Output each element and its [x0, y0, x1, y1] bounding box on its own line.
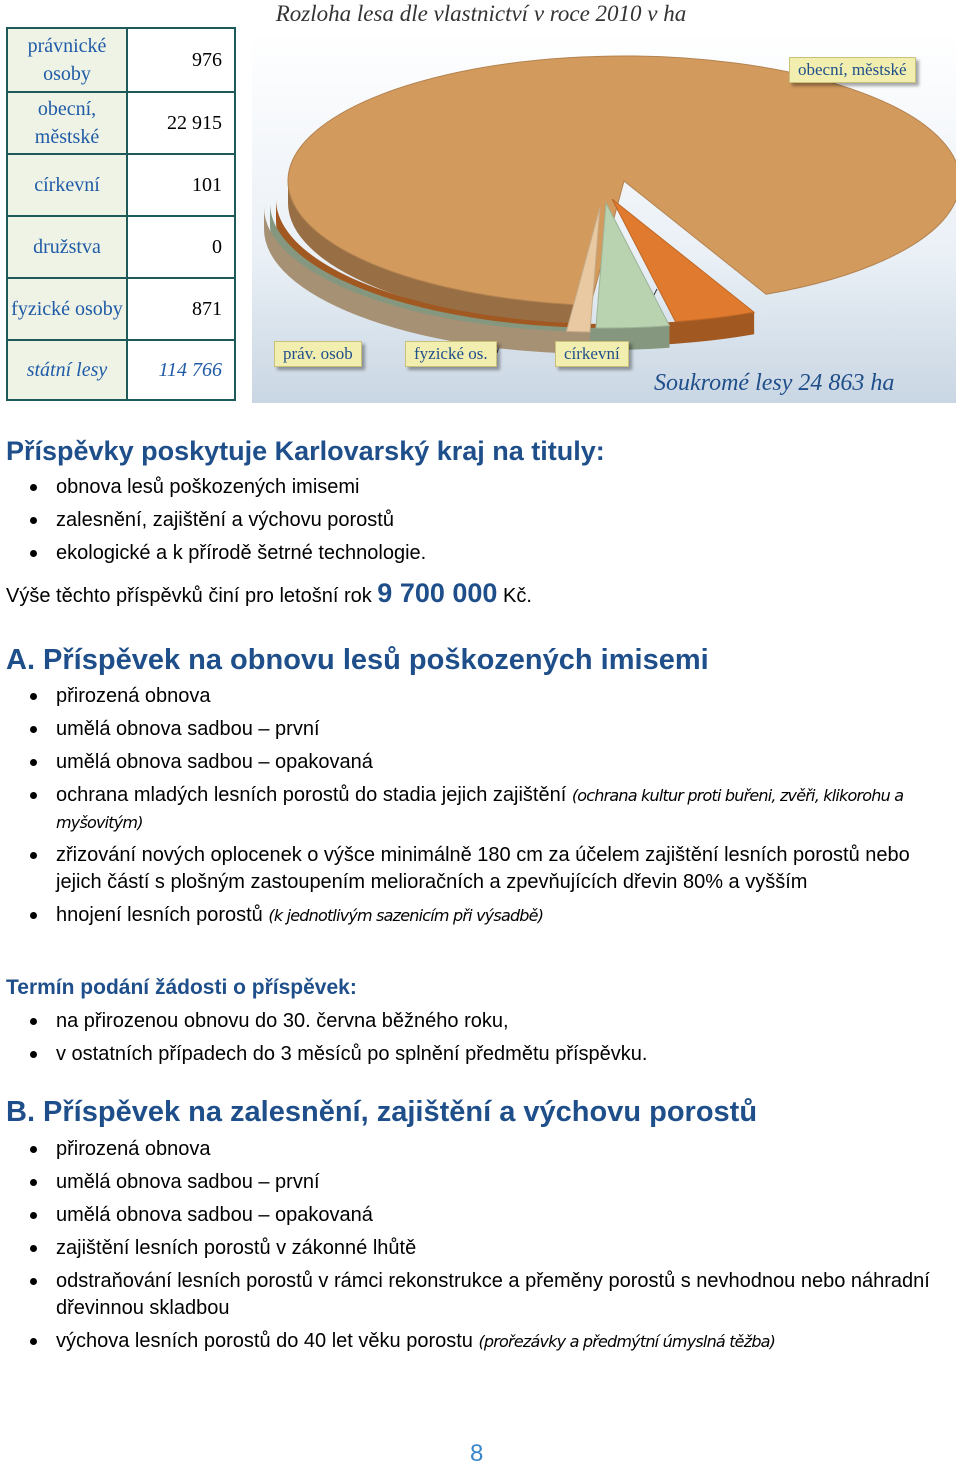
- item-text: výchova lesních porostů do 40 let věku porostu: [56, 1330, 479, 1352]
- item-note: (k jednotlivým sazenicím při výsadbě): [268, 906, 544, 925]
- section-b-list: [28, 1136, 948, 1355]
- list-item: [28, 1169, 948, 1196]
- list-item: [28, 1268, 948, 1322]
- list-item: [28, 782, 948, 836]
- section-a-heading: A. Příspěvek na obnovu lesů poškozených imisemi: [6, 644, 709, 676]
- item-text: hnojení lesních porostů: [56, 904, 269, 926]
- slice-label: obecní, městské: [789, 57, 916, 83]
- list-item: [28, 842, 948, 896]
- table-row: [8, 29, 234, 93]
- table-row: [8, 93, 234, 155]
- item-text: zajištění lesních porostů v zákonné lhůtě: [56, 1237, 417, 1259]
- chart-caption: Soukromé lesy 24 863 ha: [654, 370, 895, 396]
- owner-label: církevní: [8, 155, 126, 215]
- item-text: umělá obnova sadbou – první: [56, 1171, 320, 1193]
- section-b-heading: B. Příspěvek na zalesnění, zajištění a výchovu porostů: [6, 1096, 758, 1128]
- pie-chart: [252, 31, 956, 403]
- list-item: [28, 902, 948, 929]
- owner-area: 0: [126, 217, 234, 277]
- section-a-list: [28, 683, 948, 929]
- table-row: [8, 279, 234, 341]
- owner-area: 114 766: [126, 341, 234, 399]
- slice-label: církevní: [555, 341, 629, 367]
- item-text: přirozená obnova: [56, 1138, 211, 1160]
- list-item: na přirozenou obnovu do 30. června běžného roku,: [28, 1008, 647, 1035]
- intro-list: [28, 474, 426, 567]
- list-item: [28, 1202, 948, 1229]
- item-text: ochrana mladých lesních porostů do stadia jejich zajištění: [56, 784, 572, 806]
- list-item: obnova lesů poškozených imisemi: [28, 474, 426, 501]
- list-item: [28, 1136, 948, 1163]
- owner-area: 101: [126, 155, 234, 215]
- slice-label: práv. osob: [274, 341, 362, 367]
- chart-title: Rozloha lesa dle vlastnictví v roce 2010 v ha: [275, 1, 687, 26]
- section-heading: Příspěvky poskytuje Karlovarský kraj na tituly:: [6, 436, 605, 466]
- owner-label: fyzické osoby: [8, 279, 126, 339]
- owner-area: 22 915: [126, 93, 234, 153]
- table-row: [8, 155, 234, 217]
- list-item: [28, 1235, 948, 1262]
- list-item: ekologické a k přírodě šetrné technologie.: [28, 540, 426, 567]
- list-item: [28, 749, 948, 776]
- amount-value: 9 700 000: [377, 578, 498, 608]
- item-text: umělá obnova sadbou – opakovaná: [56, 751, 373, 773]
- list-item: [28, 683, 948, 710]
- owner-label: právnické osoby: [8, 29, 126, 91]
- item-note: (prořezávky a předmýtní úmyslná těžba): [478, 1332, 776, 1351]
- owner-label: obecní, městské: [8, 93, 126, 153]
- slice-label: fyzické os.: [405, 341, 497, 367]
- owner-area: 871: [126, 279, 234, 339]
- owner-label: družstva: [8, 217, 126, 277]
- list-item: v ostatních případech do 3 měsíců po splnění předmětu příspěvku.: [28, 1041, 647, 1068]
- deadline-list: [28, 1008, 647, 1068]
- table-row: [8, 341, 234, 399]
- owner-area: 976: [126, 29, 234, 91]
- owner-label: státní lesy: [8, 341, 126, 399]
- list-item: [28, 716, 948, 743]
- item-text: umělá obnova sadbou – první: [56, 718, 320, 740]
- ownership-table: [6, 27, 236, 401]
- amount-line: [6, 578, 532, 609]
- table-row: [8, 217, 234, 279]
- amount-suffix: Kč.: [497, 585, 532, 607]
- item-text: přirozená obnova: [56, 685, 211, 707]
- deadline-heading: Termín podání žádosti o příspěvek:: [6, 976, 357, 999]
- list-item: zalesnění, zajištění a výchovu porostů: [28, 507, 426, 534]
- page-number: 8: [470, 1440, 484, 1467]
- list-item: [28, 1328, 948, 1355]
- item-text: zřizování nových oplocenek o výšce minimálně 180 cm za účelem zajištění lesních porostů nebo jejich částí s plošným zastoupením melioračních a zpevňujících dřevin 80% a vyšším: [56, 844, 910, 893]
- item-text: odstraňování lesních porostů v rámci rekonstrukce a přeměny porostů s nevhodnou nebo náhradní dřevinnou skladbou: [56, 1270, 930, 1319]
- amount-prefix: Výše těchto příspěvků činí pro letošní rok: [6, 585, 378, 607]
- item-note: (ochrana kultur proti buřeni, zvěři, klikorohu a myšovitým): [56, 786, 904, 832]
- item-text: umělá obnova sadbou – opakovaná: [56, 1204, 373, 1226]
